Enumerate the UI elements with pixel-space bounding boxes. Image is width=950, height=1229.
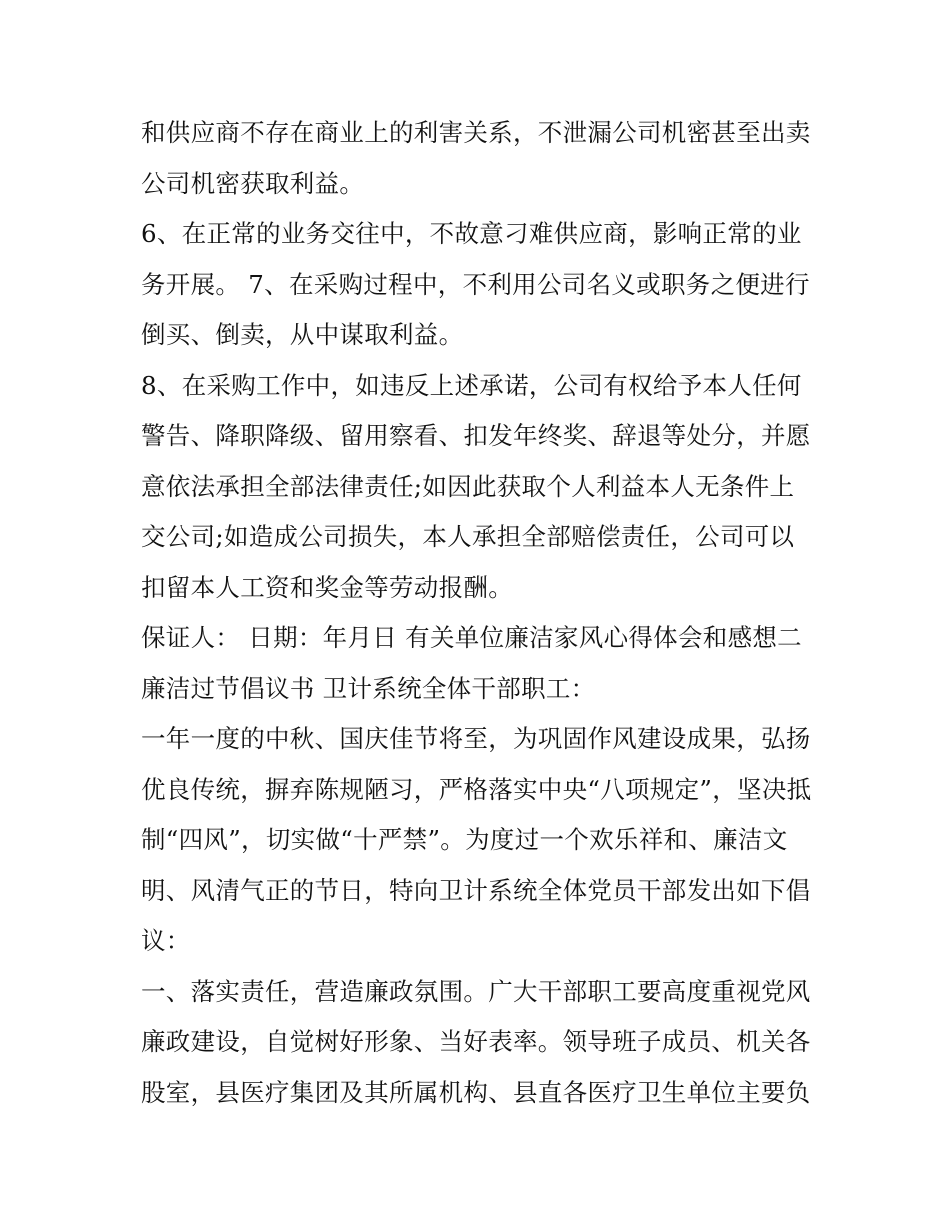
text-line: 廉政建设，自觉树好形象、当好表率。领导班子成员、机关各 <box>141 1027 811 1056</box>
text-line: 一、落实责任，营造廉政氛围。广大干部职工要高度重视党风 <box>141 976 811 1006</box>
text-line: 股室，县医疗集团及其所属机构、县直各医疗卫生单位主要负 <box>141 1077 811 1107</box>
text-line: 和供应商不存在商业上的利害关系，不泄漏公司机密甚至出卖 <box>141 118 811 147</box>
text-line: 优良传统，摒弃陈规陋习，严格落实中央“八项规定”，坚决抵 <box>141 774 812 804</box>
text-line: 倒买、倒卖，从中谋取利益。 <box>141 320 464 349</box>
text-line: 意依法承担全部法律责任;如因此获取个人利益本人无条件上 <box>141 471 795 501</box>
text-line: 明、风清气正的节日，特向卫计系统全体党员干部发出如下倡 <box>141 875 811 905</box>
text-line: 警告、降职降级、留用察看、扣发年终奖、辞退等处分，并愿 <box>141 421 811 450</box>
text-line: 制“四风”，切实做“十严禁”。为度过一个欢乐祥和、廉洁文 <box>141 825 788 854</box>
text-line: 6、在正常的业务交往中，不故意刁难供应商，影响正常的业 <box>141 219 802 248</box>
document-body <box>141 108 831 1118</box>
text-line: 交公司;如造成公司损失，本人承担全部赔偿责任，公司可以 <box>141 522 795 551</box>
text-line: 一年一度的中秋、国庆佳节将至，为巩固作风建设成果，弘扬 <box>141 724 811 753</box>
text-line: 保证人： 日期：年月日 有关单位廉洁家风心得体会和感想二 <box>141 623 802 652</box>
text-line: 议： <box>141 926 191 955</box>
text-line: 务开展。 7、在采购过程中，不利用公司名义或职务之便进行 <box>141 269 810 299</box>
text-line: 8、在采购工作中，如违反上述承诺，公司有权给予本人任何 <box>141 370 802 400</box>
text-line: 扣留本人工资和奖金等劳动报酬。 <box>141 572 513 602</box>
text-line: 公司机密获取利益。 <box>141 168 365 198</box>
text-line: 廉洁过节倡议书 卫计系统全体干部职工： <box>141 673 596 703</box>
